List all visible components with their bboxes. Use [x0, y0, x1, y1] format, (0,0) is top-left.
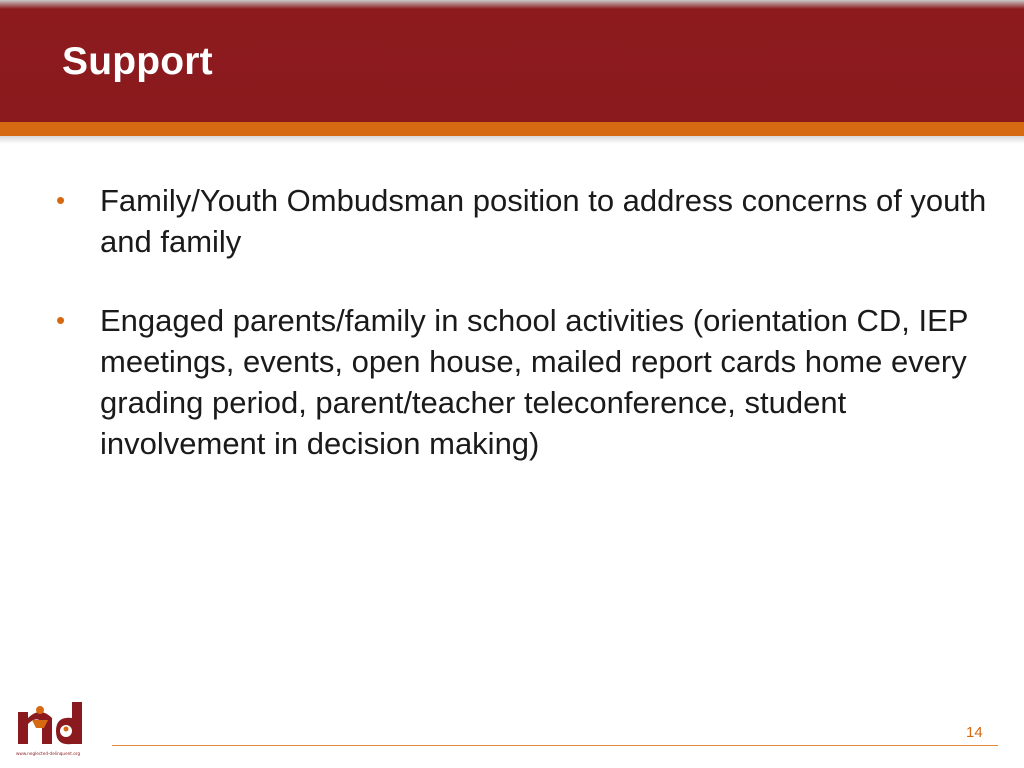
bullet-list	[54, 180, 1004, 502]
bullet-item	[54, 300, 1004, 464]
footer-divider	[112, 745, 998, 746]
bullet-text: Engaged parents/family in school activities (orientation CD, IEP meetings, events, open house, mailed report cards home every grading period, parent/teacher teleconference, student involvement in decision making)	[100, 303, 968, 461]
bullet-marker: •	[56, 185, 66, 215]
nd-logo	[14, 698, 104, 758]
bullet-item	[54, 180, 1004, 262]
bullet-marker: •	[56, 305, 66, 335]
page-number: 14	[966, 724, 983, 741]
band-shadow	[0, 136, 1024, 144]
bullet-text: Family/Youth Ombudsman position to address concerns of youth and family	[100, 183, 987, 259]
title-accent-band	[0, 122, 1024, 136]
logo-url: www.neglected-delinquent.org	[16, 751, 81, 756]
title-bar	[0, 0, 1024, 122]
slide-title: Support	[62, 40, 213, 83]
